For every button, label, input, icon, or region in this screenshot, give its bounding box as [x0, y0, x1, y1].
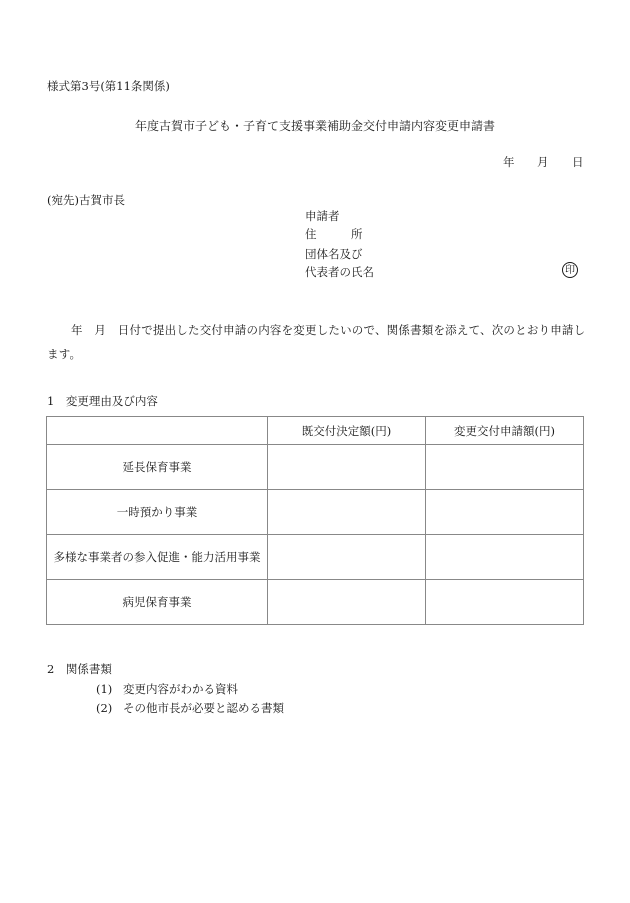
document-list-item: [96, 703, 284, 715]
section1-heading: 1 変更理由及び内容: [47, 394, 158, 408]
applicant-org-label: 団体名及び: [305, 247, 363, 261]
applicant-address-label: 住 所: [305, 227, 363, 241]
row-label: 多様な事業者の参入促進・能力活用事業: [47, 535, 268, 580]
table-header-decided: 既交付決定額(円): [268, 417, 426, 445]
list-item-number: (1): [96, 682, 113, 696]
decided-amount-cell[interactable]: [268, 445, 426, 490]
applicant-representative-label: 代表者の氏名: [305, 265, 374, 279]
decided-amount-cell[interactable]: [268, 580, 426, 625]
decided-amount-cell[interactable]: [268, 535, 426, 580]
requested-amount-cell[interactable]: [426, 535, 584, 580]
list-item-text: 変更内容がわかる資料: [123, 682, 238, 696]
form-number: 様式第3号(第11条関係): [47, 79, 170, 93]
decided-amount-cell[interactable]: [268, 490, 426, 535]
requested-amount-cell[interactable]: [426, 580, 584, 625]
table-header-empty: [47, 417, 268, 445]
table-row: [47, 580, 584, 625]
requested-amount-cell[interactable]: [426, 490, 584, 535]
row-label: 一時預かり事業: [47, 490, 268, 535]
section2-heading: 2 関係書類: [47, 662, 112, 676]
body-paragraph: 年 月 日付で提出した交付申請の内容を変更したいので、関係書類を添えて、次のとおり申請します。: [47, 323, 586, 361]
date-month: 月: [537, 155, 549, 169]
table-header-row: [47, 417, 584, 445]
amount-table: [46, 416, 584, 625]
document-title: 年度古賀市子ども・子育て支援事業補助金交付申請内容変更申請書: [134, 119, 495, 133]
table-header-requested: 変更交付申請額(円): [426, 417, 584, 445]
date-year: 年: [503, 155, 515, 169]
table-row: [47, 535, 584, 580]
row-label: 延長保育事業: [47, 445, 268, 490]
applicant-label: 申請者: [305, 209, 340, 223]
list-item-text: その他市長が必要と認める書類: [123, 701, 284, 715]
list-item-number: (2): [96, 701, 113, 715]
row-label: 病児保育事業: [47, 580, 268, 625]
table-row: [47, 445, 584, 490]
addressee: (宛先)古賀市長: [47, 193, 125, 207]
document-list-item: [96, 684, 238, 696]
table-row: [47, 490, 584, 535]
seal-mark: 印: [562, 262, 578, 278]
date-day: 日: [572, 155, 584, 169]
requested-amount-cell[interactable]: [426, 445, 584, 490]
